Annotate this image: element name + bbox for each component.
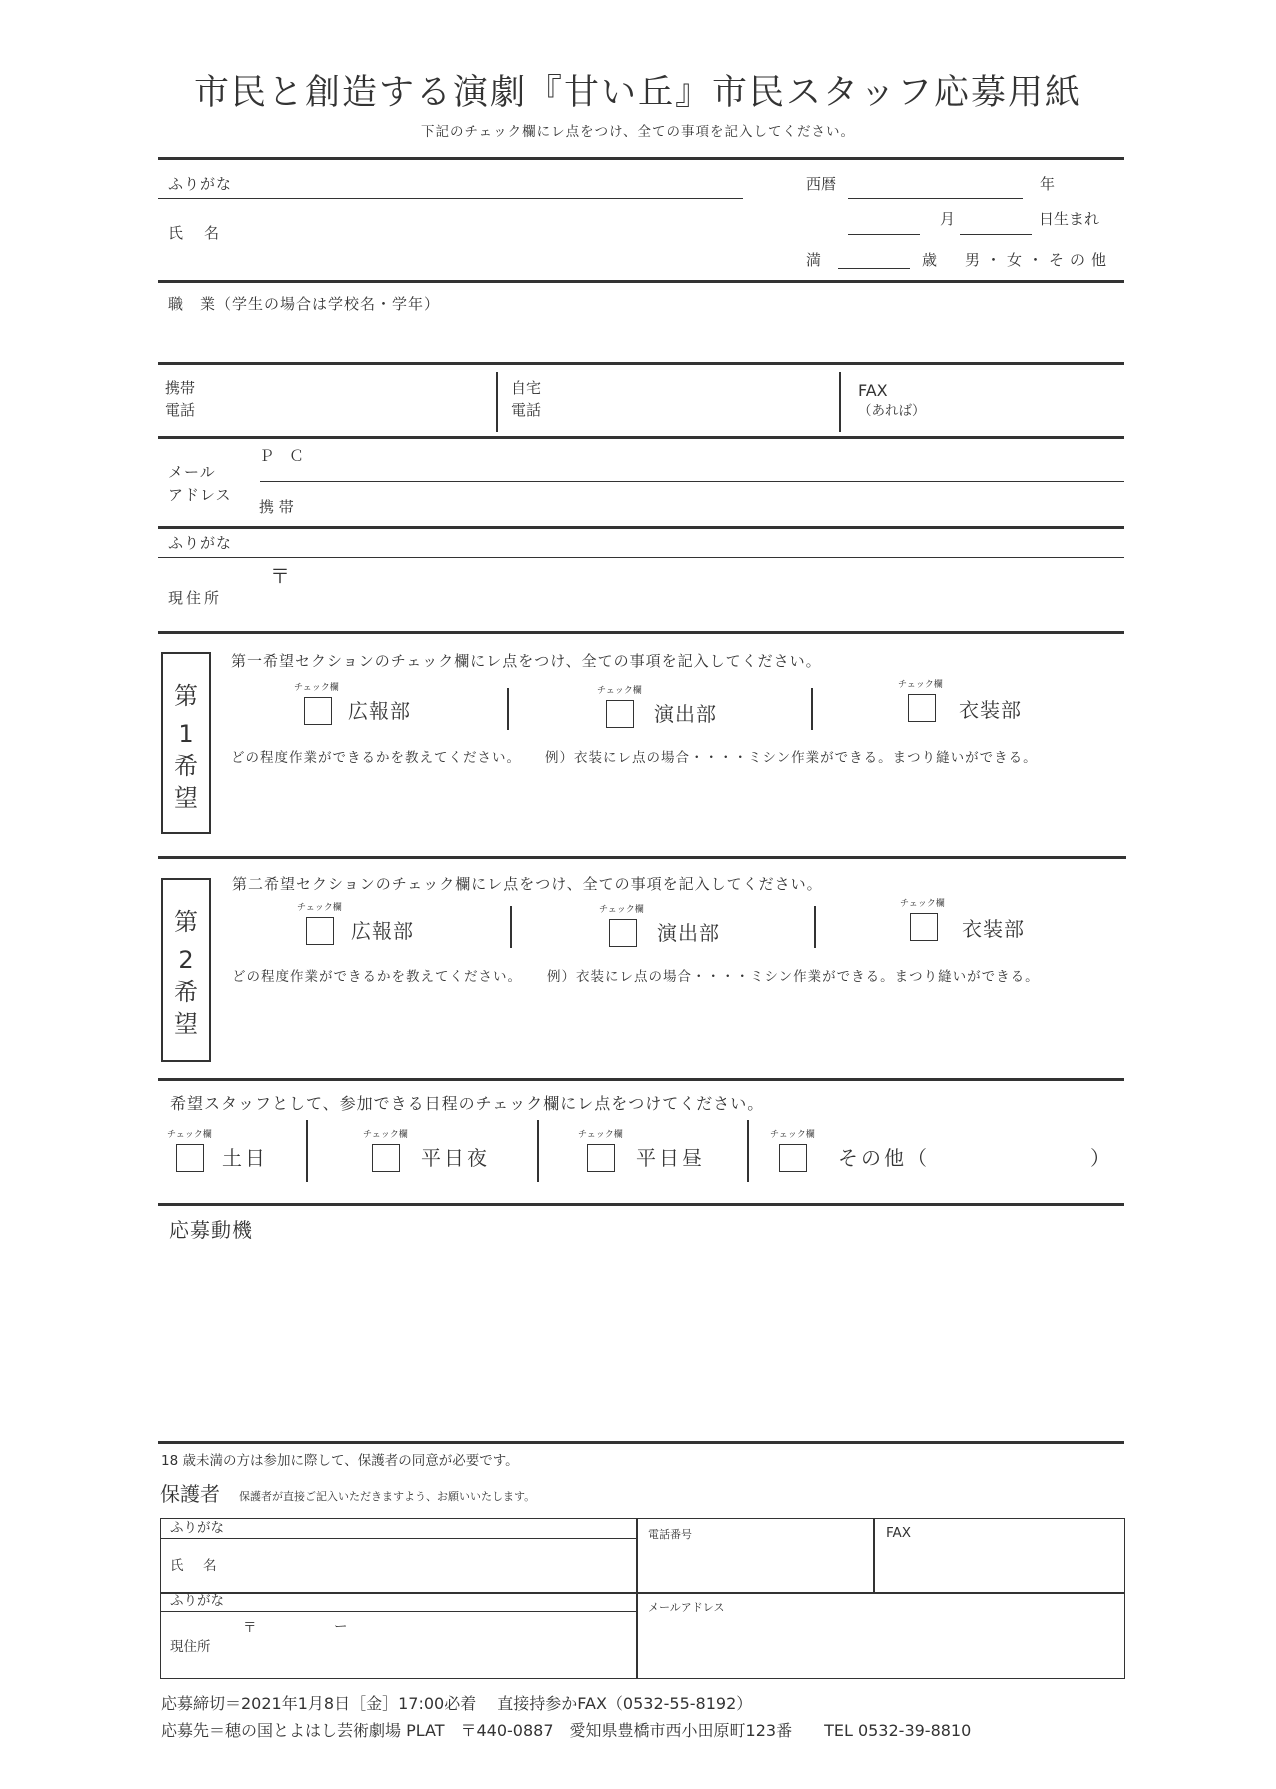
- first-choice-direction-label: 演出部: [654, 702, 717, 726]
- address-furigana-label: ふりがな: [168, 534, 233, 552]
- second-choice-example: 例）衣装にレ点の場合・・・・ミシン作業ができる。まつり縫いができる。: [547, 969, 1040, 985]
- guardian-divider: [160, 1611, 637, 1612]
- first-choice-instruction: 第一希望セクションのチェック欄にレ点をつけ、全ての事項を記入してください。: [231, 652, 822, 670]
- email-label-1: メール: [168, 463, 216, 481]
- second-choice-question: どの程度作業ができるかを教えてください。: [232, 969, 522, 985]
- section-rule: [158, 157, 1124, 160]
- guardian-title-note: 保護者が直接ご記入いただきますよう、お願いいたします。: [239, 1490, 536, 1503]
- address-label: 現住所: [168, 589, 223, 607]
- section-rule: [158, 280, 1124, 283]
- first-choice-question: どの程度作業ができるかを教えてください。: [231, 750, 521, 766]
- name-furigana-line: [158, 198, 743, 199]
- gender-options[interactable]: 男・女・その他: [965, 251, 1113, 269]
- check-label: チェック欄: [597, 686, 642, 696]
- schedule-weekday-checkbox[interactable]: [587, 1144, 615, 1172]
- check-label: チェック欄: [770, 1130, 815, 1140]
- schedule-instruction: 希望スタッフとして、参加できる日程のチェック欄にレ点をつけてください。: [170, 1094, 765, 1113]
- check-label: チェック欄: [167, 1130, 212, 1140]
- section-rule: [158, 1078, 1124, 1081]
- schedule-weeknight-label: 平日夜: [421, 1146, 490, 1170]
- home-phone-label-2: 電話: [511, 401, 542, 419]
- first-choice-costume-label: 衣装部: [959, 698, 1022, 722]
- mobile-phone-label-2: 電話: [165, 401, 196, 419]
- first-choice-direction-checkbox[interactable]: [606, 700, 634, 728]
- page-subtitle: 下記のチェック欄にレ点をつけ、全ての事項を記入してください。: [420, 124, 856, 140]
- option-divider: [306, 1120, 308, 1182]
- mobile-phone-label-1: 携帯: [165, 379, 196, 397]
- guardian-divider: [160, 1538, 637, 1539]
- day-field[interactable]: [960, 234, 1032, 235]
- section-rule: [158, 1203, 1124, 1206]
- check-label: チェック欄: [898, 680, 943, 690]
- section-rule: [158, 362, 1124, 365]
- check-label: チェック欄: [297, 903, 342, 913]
- guardian-table: [160, 1518, 1125, 1679]
- guardian-note: 18 歳未満の方は参加に際して、保護者の同意が必要です。: [161, 1453, 519, 1469]
- guardian-divider: [636, 1518, 638, 1679]
- first-choice-badge: 第 1 希 望: [161, 652, 211, 834]
- first-choice-example: 例）衣装にレ点の場合・・・・ミシン作業ができる。まつり縫いができる。: [545, 750, 1038, 766]
- page-title: 市民と創造する演劇『甘い丘』市民スタッフ応募用紙: [193, 73, 1082, 113]
- option-divider: [510, 906, 512, 948]
- section-rule: [158, 526, 1124, 529]
- occupation-label: 職 業（学生の場合は学校名・学年）: [168, 295, 441, 313]
- schedule-other-label: その他（: [838, 1146, 930, 1170]
- deadline-text: 応募締切＝2021年1月8日［金］17:00必着 直接持参かFAX（0532-55-8192）: [161, 1694, 753, 1713]
- second-choice-direction-label: 演出部: [657, 921, 720, 945]
- pc-email-line[interactable]: [260, 481, 1124, 482]
- guardian-fax-label: FAX: [886, 1525, 912, 1541]
- guardian-furigana-label: ふりがな: [170, 1520, 224, 1536]
- age-unit: 歳: [922, 251, 938, 269]
- first-choice-pr-checkbox[interactable]: [304, 697, 332, 725]
- year-field[interactable]: [848, 198, 1023, 199]
- pc-email-label: Ｐ Ｃ: [259, 447, 305, 465]
- year-label: 年: [1040, 175, 1056, 193]
- seireki-label: 西暦: [806, 175, 837, 193]
- second-choice-instruction: 第二希望セクションのチェック欄にレ点をつけ、全ての事項を記入してください。: [232, 875, 823, 893]
- second-choice-badge: 第 2 希 望: [161, 878, 211, 1062]
- check-label: チェック欄: [599, 905, 644, 915]
- check-label: チェック欄: [294, 683, 339, 693]
- guardian-address-furigana-label: ふりがな: [170, 1593, 224, 1609]
- section-rule: [158, 631, 1124, 634]
- schedule-other-checkbox[interactable]: [779, 1144, 807, 1172]
- email-label-2: アドレス: [168, 486, 232, 504]
- schedule-weekday-label: 平日昼: [636, 1146, 705, 1170]
- second-choice-pr-label: 広報部: [351, 919, 414, 943]
- man-label: 満: [806, 251, 822, 269]
- guardian-title: 保護者: [160, 1482, 220, 1506]
- age-field[interactable]: [838, 268, 910, 269]
- destination-text: 応募先＝穂の国とよはし芸術劇場 PLAT 〒440-0887 愛知県豊橋市西小田原町123番 TEL 0532-39-8810: [161, 1721, 972, 1740]
- guardian-divider: [160, 1592, 1125, 1594]
- fax-label: FAX: [858, 381, 888, 400]
- section-rule: [158, 856, 1126, 859]
- guardian-phone-label: 電話番号: [648, 1528, 692, 1541]
- second-choice-direction-checkbox[interactable]: [609, 919, 637, 947]
- guardian-address-label: 現住所: [170, 1639, 211, 1655]
- month-field[interactable]: [848, 234, 920, 235]
- guardian-name-label: 氏 名: [170, 1558, 220, 1574]
- name-label: 氏 名: [168, 224, 223, 242]
- guardian-postal-mark: 〒: [243, 1620, 257, 1636]
- option-divider: [507, 688, 509, 730]
- section-rule: [158, 436, 1124, 439]
- guardian-postal-dash: ー: [334, 1619, 348, 1635]
- option-divider: [537, 1120, 539, 1182]
- option-divider: [814, 906, 816, 948]
- check-label: チェック欄: [578, 1130, 623, 1140]
- schedule-other-close: ）: [1090, 1146, 1110, 1170]
- guardian-email-label: メールアドレス: [648, 1601, 725, 1614]
- schedule-weeknight-checkbox[interactable]: [372, 1144, 400, 1172]
- furigana-label: ふりがな: [168, 175, 233, 193]
- first-choice-costume-checkbox[interactable]: [908, 694, 936, 722]
- section-rule: [158, 1441, 1124, 1444]
- schedule-weekend-label: 土日: [222, 1146, 268, 1170]
- check-label: チェック欄: [900, 899, 945, 909]
- born-label: 日生まれ: [1039, 210, 1100, 228]
- phone-divider: [496, 372, 498, 432]
- address-furigana-line: [158, 557, 1124, 558]
- mobile-email-label: 携 帯: [259, 498, 294, 516]
- second-choice-costume-label: 衣装部: [962, 917, 1025, 941]
- schedule-weekend-checkbox[interactable]: [176, 1144, 204, 1172]
- second-choice-costume-checkbox[interactable]: [910, 913, 938, 941]
- guardian-divider: [873, 1518, 875, 1593]
- first-choice-pr-label: 広報部: [348, 699, 411, 723]
- check-label: チェック欄: [363, 1130, 408, 1140]
- option-divider: [747, 1120, 749, 1182]
- second-choice-pr-checkbox[interactable]: [306, 917, 334, 945]
- postal-mark: 〒: [270, 564, 290, 588]
- phone-divider: [839, 372, 841, 432]
- option-divider: [811, 688, 813, 730]
- home-phone-label-1: 自宅: [511, 379, 542, 397]
- month-label: 月: [940, 210, 956, 228]
- fax-note: （あれば）: [858, 403, 926, 419]
- motivation-label: 応募動機: [169, 1218, 253, 1242]
